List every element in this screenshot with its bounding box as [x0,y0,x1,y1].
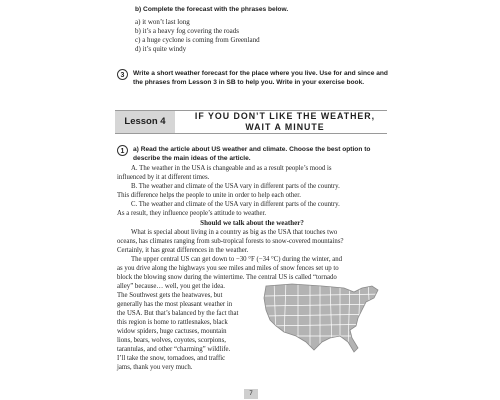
article-line: tarantulas, and other “charming” wildlife. [117,346,231,353]
usa-states-map [262,280,384,362]
exercise-b-heading: b) Complete the forecast with the phrases below. [135,6,289,13]
task-1-instruction: describe the main ideas of the article. [133,155,251,162]
article-line: Certainly, it has great differences in the weather. [117,247,249,254]
option-c-line: As a result, they influence people’s attitude to weather. [117,210,267,217]
option-b-line: B. The weather and climate of the USA vary in different parts of the country. [131,183,340,190]
task-1-instruction: a) Read the article about US weather and climate. Choose the best option to [133,146,371,153]
option-a-line: influenced by it at different times. [117,174,210,181]
article-line: generally has the most pleasant weather in [117,301,233,308]
exercise-b-option: b) it’s a heavy fog covering the roads [135,27,239,35]
article-line: alley” because… well, you get the idea. [117,283,225,290]
article-line: The upper central US can get down to −30 °F (−34 °C) during the winter, and [131,256,343,263]
task-3-instruction: Write a short weather forecast for the place where you live. Use for and since and [133,70,388,77]
article-line: as you drive along the highways you see miles and miles of snow fences set up to [117,265,339,272]
option-b-line: This difference helps the people to unite in order to help each other. [117,192,301,199]
article-line: widow spiders, huge cactuses, mountain [117,328,227,335]
article-line: this region is home to rattlesnakes, black [117,319,228,326]
article-line: I’ll take the snow, tornadoes, and traffic [117,355,226,362]
exercise-b-option: d) it’s quite windy [135,45,187,53]
article-line: lions, bears, wolves, coyotes, scorpions, [117,337,226,344]
article-line: What is special about living in a country as big as the USA that touches two [131,229,338,236]
lesson-tab: Lesson 4 [115,111,175,133]
article-line: jams, thank you very much. [117,364,193,371]
article-line: oceans, has climates ranging from sub-tropical forests to snow-covered mountains? [117,238,344,245]
task-1-number-badge: 1 [117,145,128,156]
article-line: The Southwest gets the heatwaves, but [117,292,223,299]
article-line: block the blowing snow during the wintertime. The central US is called “tornado [117,274,337,281]
lesson-title-line: IF YOU DON’T LIKE THE WEATHER, [194,111,376,121]
page-number: 7 [244,389,258,399]
exercise-b-option: a) it won’t last long [135,18,190,26]
option-c-line: C. The weather and climate of the USA vary in different parts of the country. [131,201,340,208]
task-3-instruction: the phrases from Lesson 3 in SB to help you. Write in your exercise book. [133,79,365,86]
lesson-title-line: WAIT A MINUTE [245,121,325,132]
lesson-title [185,111,385,132]
exercise-b-option: c) a huge cyclone is coming from Greenland [135,36,260,44]
task-3-number-badge: 3 [117,69,128,80]
article-heading: Should we talk about the weather? [200,219,304,227]
option-a-line: A. The weather in the USA is changeable and as a result people’s mood is [131,165,332,172]
lesson-header [115,110,387,134]
article-line: the USA. But that’s balanced by the fact that [117,310,239,317]
